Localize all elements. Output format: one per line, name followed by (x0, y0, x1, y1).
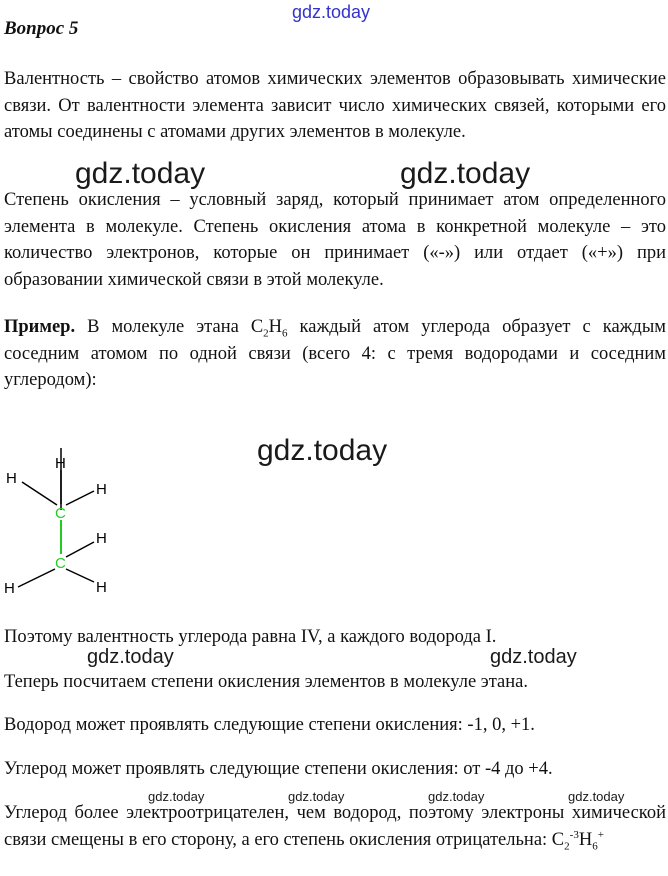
watermark-small-4: gdz.today (568, 789, 625, 804)
formula2-h: H (578, 829, 593, 850)
atom-h-left-top: H (6, 470, 17, 487)
formula2-c-subscript: 2 (564, 840, 570, 853)
atom-c1: C (55, 505, 66, 522)
atom-h-left-bottom: H (4, 580, 15, 597)
watermark-center: gdz.today (257, 434, 388, 467)
bond-c2-h-left (18, 569, 55, 587)
hydrogen-states: Водород может проявлять следующие степени окисления: -1, 0, +1. (4, 715, 535, 735)
valence-definition: Валентность – свойство атомов химических элементов образовывать химические связи. От валентности элемента зависит число химических связей, которыми его атомы соединены с атомами других элементов в молекуле. (4, 69, 666, 142)
example-paragraph (4, 314, 666, 394)
bond-c1-h-right (66, 491, 94, 505)
oxidation-definition: Степень окисления – условный заряд, который принимает атом определенного элемента в молекуле. Степень окисления атома в конкретной молекуле – это количество электронов, которые он принимает («-») или отдает («+») при образовании химической связи в этой молекуле. (4, 190, 666, 290)
example-text-before: В молекуле этана C (75, 317, 264, 337)
formula-h-subscript: 6 (282, 327, 288, 340)
watermark-left: gdz.today (75, 157, 206, 190)
watermark-small-1: gdz.today (148, 789, 205, 804)
last-text: Углерод более электроотрицателен, чем водород, поэтому электроны химической связи смещены в его сторону, а его степень окисления отрицательна: C (4, 803, 666, 850)
electronegativity-paragraph (4, 800, 666, 853)
formula2-c-superscript: -3 (569, 828, 579, 841)
atom-c2: C (55, 555, 66, 572)
example-label: Пример. (4, 317, 76, 337)
atom-h-top: H (55, 455, 66, 472)
count-intro: Теперь посчитаем степени окисления элементов в молекуле этана. (4, 672, 528, 692)
formula-c-subscript: 2 (263, 327, 269, 340)
valence-conclusion: Поэтому валентность углерода равна IV, а каждого водорода I. (4, 627, 497, 647)
watermark-small-2: gdz.today (288, 789, 345, 804)
example-text-after: каждый атом углерода образует с каждым соседним атомом по одной связи (всего 4: с тремя водородами и соседним углеродом): (4, 317, 666, 390)
atom-h-right-bottom: H (96, 579, 107, 596)
watermark-right: gdz.today (400, 157, 531, 190)
watermark-left-2: gdz.today (87, 646, 174, 668)
formula2-h-superscript: + (597, 828, 604, 841)
watermark-right-2: gdz.today (490, 646, 577, 668)
bond-c1-h-left (22, 482, 57, 505)
formula2-h-subscript: 6 (592, 840, 598, 853)
formula-h: H (268, 317, 283, 337)
carbon-states: Углерод может проявлять следующие степени окисления: от -4 до +4. (4, 759, 553, 779)
atom-h-right-mid: H (96, 530, 107, 547)
ethane-structure-diagram (0, 448, 140, 608)
bond-c2-h-right-bottom (66, 569, 94, 582)
question-title: Вопрос 5 (4, 18, 79, 39)
bond-c2-h-right-top (66, 542, 94, 557)
watermark-top: gdz.today (292, 2, 371, 22)
watermark-small-3: gdz.today (428, 789, 485, 804)
atom-h-right-top: H (96, 481, 107, 498)
